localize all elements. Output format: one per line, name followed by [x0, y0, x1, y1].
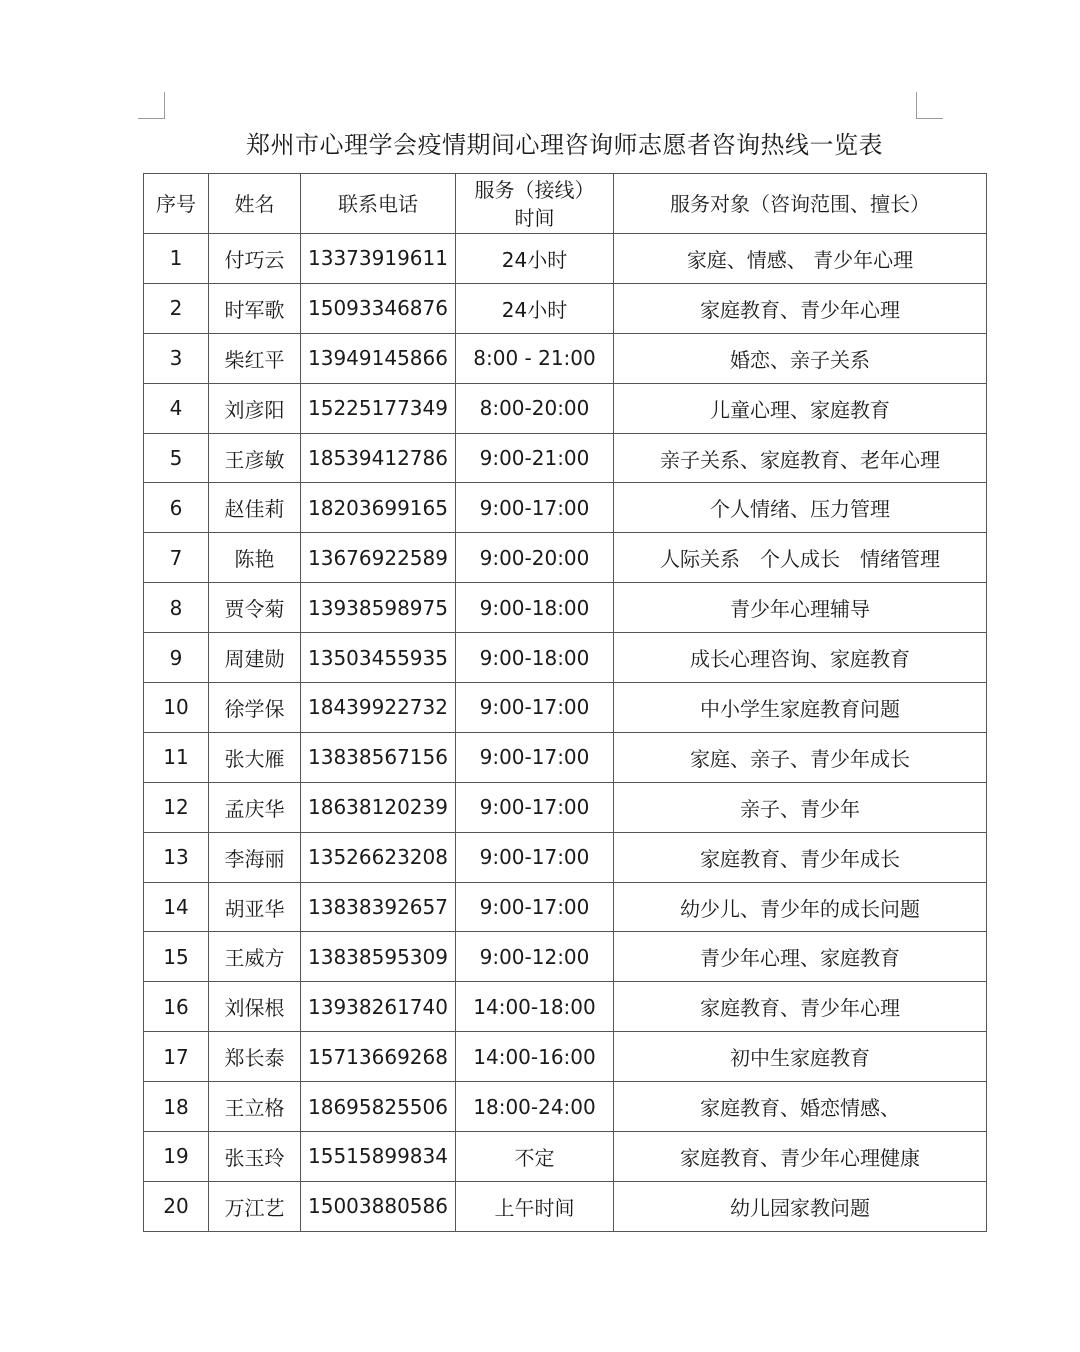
table-row: [144, 1181, 987, 1231]
cell-name: 孟庆华: [209, 782, 301, 832]
header-hours-line1: 服务（接线）: [474, 177, 595, 202]
cell-scope: 青少年心理、家庭教育: [614, 932, 987, 982]
cell-seq: 6: [144, 483, 209, 533]
cell-phone: 13938261740: [301, 982, 456, 1032]
cell-scope: 初中生家庭教育: [614, 1032, 987, 1082]
cell-scope: 亲子关系、家庭教育、老年心理: [614, 433, 987, 483]
cell-hours: 9:00-17:00: [456, 832, 614, 882]
cell-scope: 婚恋、亲子关系: [614, 333, 987, 383]
document-title: 郑州市心理学会疫情期间心理咨询师志愿者咨询热线一览表: [246, 131, 883, 159]
table-row: [144, 433, 987, 483]
cell-name: 郑长泰: [209, 1032, 301, 1082]
cell-hours: 24小时: [456, 234, 614, 284]
table-body: [144, 234, 987, 1232]
cell-hours: 9:00-21:00: [456, 433, 614, 483]
cell-seq: 16: [144, 982, 209, 1032]
cell-name: 张大雁: [209, 732, 301, 782]
cell-name: 时军歌: [209, 283, 301, 333]
cell-phone: 18439922732: [301, 683, 456, 733]
header-scope: 服务对象（咨询范围、擅长）: [614, 174, 987, 234]
cell-scope: 成长心理咨询、家庭教育: [614, 633, 987, 683]
cell-phone: 15713669268: [301, 1032, 456, 1082]
table-row: [144, 1082, 987, 1132]
cell-phone: 13503455935: [301, 633, 456, 683]
cell-hours: 9:00-18:00: [456, 633, 614, 683]
cell-scope: 家庭、情感、 青少年心理: [614, 234, 987, 284]
cell-name: 刘保根: [209, 982, 301, 1032]
cell-phone: 18539412786: [301, 433, 456, 483]
cell-scope: 家庭教育、婚恋情感、: [614, 1082, 987, 1132]
table-row: [144, 1132, 987, 1182]
cell-seq: 3: [144, 333, 209, 383]
cell-seq: 1: [144, 234, 209, 284]
header-hours: [456, 174, 614, 234]
cell-scope: 家庭教育、青少年心理: [614, 283, 987, 333]
table-row: [144, 683, 987, 733]
cell-scope: 中小学生家庭教育问题: [614, 683, 987, 733]
cell-name: 周建勋: [209, 633, 301, 683]
cell-phone: 18695825506: [301, 1082, 456, 1132]
cell-hours: 18:00-24:00: [456, 1082, 614, 1132]
table-row: [144, 932, 987, 982]
cell-seq: 8: [144, 583, 209, 633]
table-row: [144, 982, 987, 1032]
page-corner-mark-top-right: [916, 92, 943, 119]
cell-phone: 15225177349: [301, 383, 456, 433]
cell-seq: 5: [144, 433, 209, 483]
table-row: [144, 234, 987, 284]
cell-name: 刘彦阳: [209, 383, 301, 433]
cell-name: 万江艺: [209, 1181, 301, 1231]
cell-hours: 9:00-12:00: [456, 932, 614, 982]
cell-seq: 15: [144, 932, 209, 982]
cell-seq: 11: [144, 732, 209, 782]
cell-seq: 17: [144, 1032, 209, 1082]
cell-phone: 13838567156: [301, 732, 456, 782]
header-hours-line2: 时间: [514, 205, 555, 230]
table-row: [144, 782, 987, 832]
hotline-table: [143, 173, 987, 1232]
cell-scope: 青少年心理辅导: [614, 583, 987, 633]
cell-hours: 9:00-17:00: [456, 882, 614, 932]
cell-phone: 13938598975: [301, 583, 456, 633]
page-corner-mark-top-left: [138, 92, 165, 119]
table-row: [144, 832, 987, 882]
cell-name: 陈艳: [209, 533, 301, 583]
cell-hours: 9:00-17:00: [456, 683, 614, 733]
cell-hours: 9:00-17:00: [456, 483, 614, 533]
table-row: [144, 882, 987, 932]
cell-scope: 家庭教育、青少年成长: [614, 832, 987, 882]
cell-hours: 9:00-20:00: [456, 533, 614, 583]
cell-name: 王立格: [209, 1082, 301, 1132]
cell-name: 贾令菊: [209, 583, 301, 633]
cell-hours: 24小时: [456, 283, 614, 333]
cell-scope: 人际关系 个人成长 情绪管理: [614, 533, 987, 583]
cell-seq: 19: [144, 1132, 209, 1182]
cell-hours: 不定: [456, 1132, 614, 1182]
cell-phone: 13838595309: [301, 932, 456, 982]
table-row: [144, 1032, 987, 1082]
cell-phone: 13838392657: [301, 882, 456, 932]
cell-hours: 14:00-18:00: [456, 982, 614, 1032]
cell-seq: 14: [144, 882, 209, 932]
table-row: [144, 283, 987, 333]
cell-hours: 14:00-16:00: [456, 1032, 614, 1082]
cell-hours: 9:00-17:00: [456, 732, 614, 782]
cell-name: 王彦敏: [209, 433, 301, 483]
cell-hours: 9:00-17:00: [456, 782, 614, 832]
table-row: [144, 533, 987, 583]
cell-phone: 13373919611: [301, 234, 456, 284]
cell-hours: 8:00 - 21:00: [456, 333, 614, 383]
table-row: [144, 333, 987, 383]
cell-seq: 18: [144, 1082, 209, 1132]
header-phone: 联系电话: [301, 174, 456, 234]
header-name: 姓名: [209, 174, 301, 234]
cell-seq: 20: [144, 1181, 209, 1231]
cell-scope: 家庭教育、青少年心理: [614, 982, 987, 1032]
cell-seq: 4: [144, 383, 209, 433]
cell-seq: 9: [144, 633, 209, 683]
cell-hours: 8:00-20:00: [456, 383, 614, 433]
cell-name: 柴红平: [209, 333, 301, 383]
cell-name: 李海丽: [209, 832, 301, 882]
cell-name: 付巧云: [209, 234, 301, 284]
cell-name: 徐学保: [209, 683, 301, 733]
cell-phone: 18203699165: [301, 483, 456, 533]
cell-scope: 幼儿园家教问题: [614, 1181, 987, 1231]
cell-seq: 12: [144, 782, 209, 832]
cell-scope: 亲子、青少年: [614, 782, 987, 832]
cell-phone: 15093346876: [301, 283, 456, 333]
cell-phone: 18638120239: [301, 782, 456, 832]
cell-scope: 幼少儿、青少年的成长问题: [614, 882, 987, 932]
table-row: [144, 732, 987, 782]
cell-phone: 13526623208: [301, 832, 456, 882]
cell-seq: 10: [144, 683, 209, 733]
cell-scope: 家庭、亲子、青少年成长: [614, 732, 987, 782]
table-row: [144, 483, 987, 533]
cell-phone: 15003880586: [301, 1181, 456, 1231]
cell-name: 王威方: [209, 932, 301, 982]
cell-scope: 家庭教育、青少年心理健康: [614, 1132, 987, 1182]
cell-scope: 儿童心理、家庭教育: [614, 383, 987, 433]
table-header-row: [144, 174, 987, 234]
cell-phone: 15515899834: [301, 1132, 456, 1182]
cell-scope: 个人情绪、压力管理: [614, 483, 987, 533]
cell-seq: 13: [144, 832, 209, 882]
table-row: [144, 383, 987, 433]
table-row: [144, 583, 987, 633]
cell-hours: 上午时间: [456, 1181, 614, 1231]
cell-name: 赵佳莉: [209, 483, 301, 533]
cell-hours: 9:00-18:00: [456, 583, 614, 633]
cell-name: 张玉玲: [209, 1132, 301, 1182]
cell-phone: 13949145866: [301, 333, 456, 383]
cell-seq: 2: [144, 283, 209, 333]
header-seq: 序号: [144, 174, 209, 234]
cell-phone: 13676922589: [301, 533, 456, 583]
cell-name: 胡亚华: [209, 882, 301, 932]
table-row: [144, 633, 987, 683]
cell-seq: 7: [144, 533, 209, 583]
